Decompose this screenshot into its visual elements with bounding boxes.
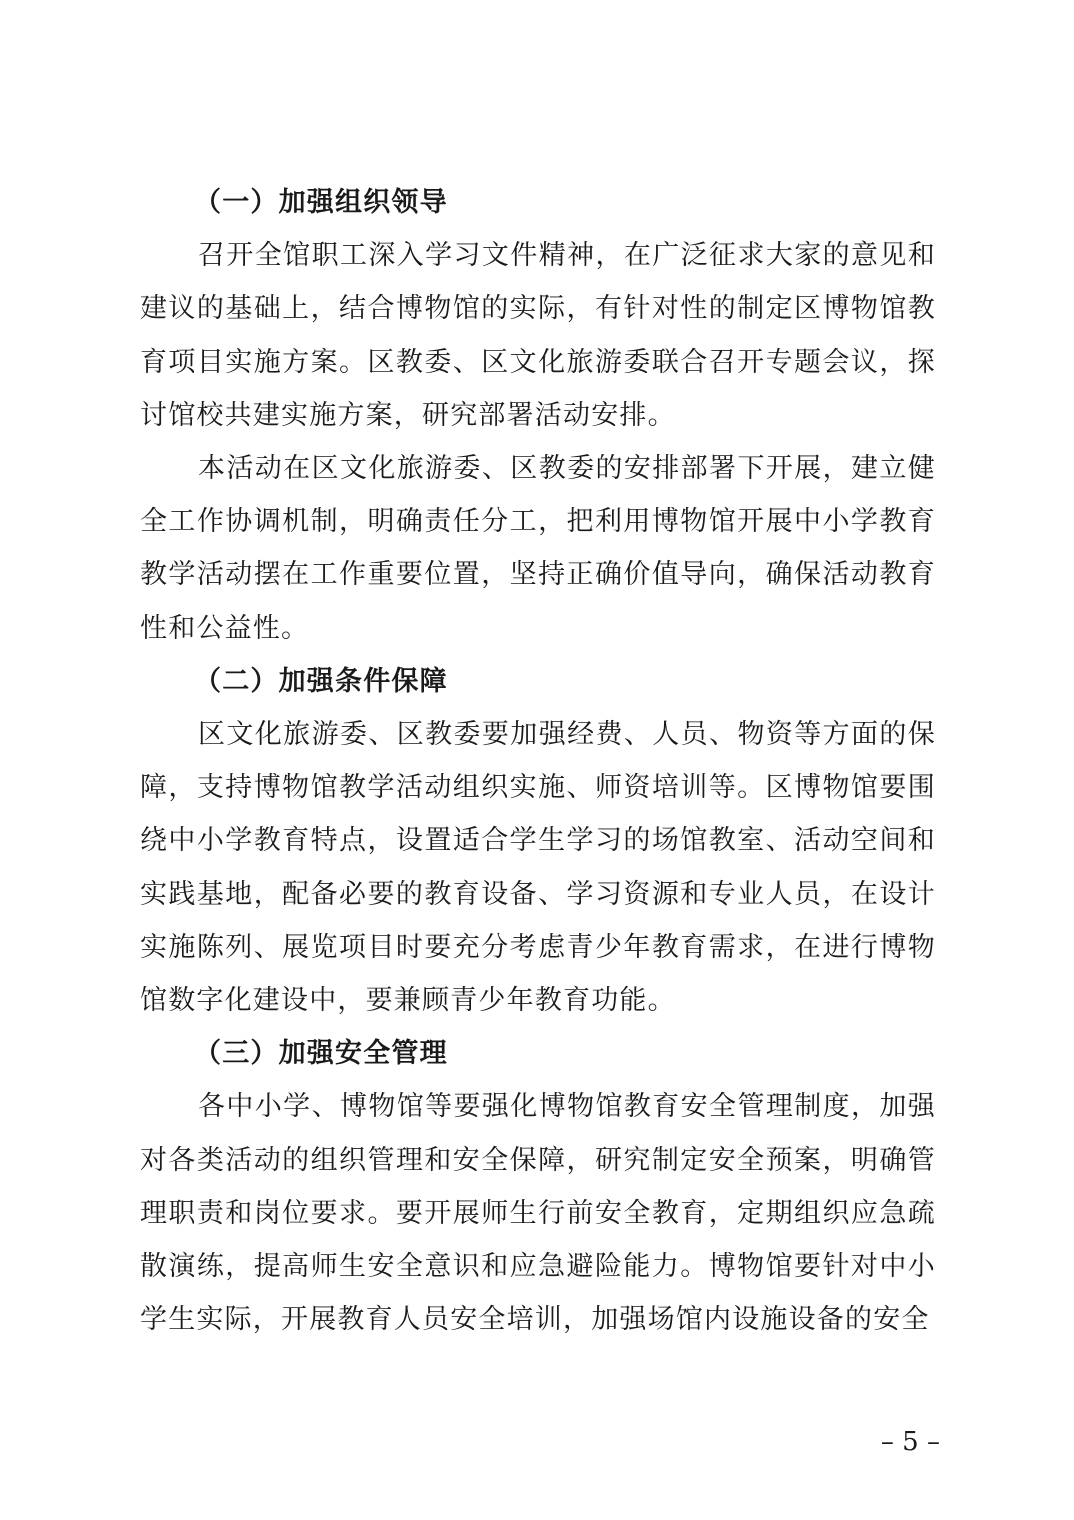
paragraph: 区文化旅游委、区教委要加强经费、人员、物资等方面的保障，支持博物馆教学活动组织实施、师资培训等。区博物馆要围绕中小学教育特点，设置适合学生学习的场馆教室、活动空间和实践基地，配备必要的教育设备、学习资源和专业人员，在设计实施陈列、展览项目时要充分考虑青少年教育需求，在进行博物馆数字化建设中，要兼顾青少年教育功能。: [140, 719, 936, 1017]
paragraph: 召开全馆职工深入学习文件精神，在广泛征求大家的意见和建议的基础上，结合博物馆的实际，有针对性的制定区博物馆教育项目实施方案。区教委、区文化旅游委联合召开专题会议，探讨馆校共建实施方案，研究部署活动安排。: [140, 240, 936, 431]
section-heading-3: （三）加强安全管理: [194, 1038, 448, 1070]
paragraph: 本活动在区文化旅游委、区教委的安排部署下开展，建立健全工作协调机制，明确责任分工，把利用博物馆开展中小学教育教学活动摆在工作重要位置，坚持正确价值导向，确保活动教育性和公益性。: [140, 453, 936, 644]
page-number: – 5 –: [880, 1427, 940, 1457]
section-heading-2: （二）加强条件保障: [194, 665, 448, 697]
paragraph: 各中小学、博物馆等要强化博物馆教育安全管理制度，加强对各类活动的组织管理和安全保障，研究制定安全预案，明确管理职责和岗位要求。要开展师生行前安全教育，定期组织应急疏散演练，提高师生安全意识和应急避险能力。博物馆要针对中小学生实际，开展教育人员安全培训，加强场馆内设施设备的安全: [140, 1091, 936, 1336]
document-body: [140, 176, 936, 1346]
section-heading-1: （一）加强组织领导: [194, 187, 448, 218]
